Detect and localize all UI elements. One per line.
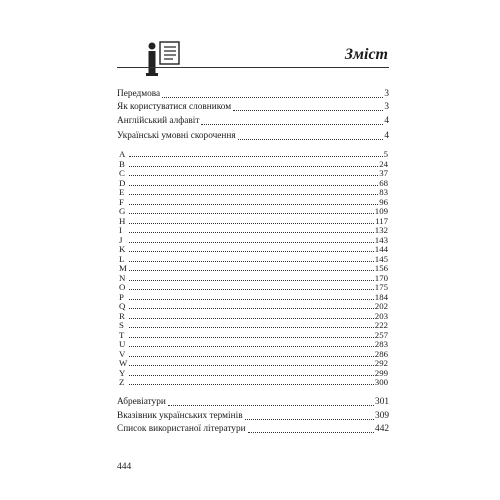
dot-leader <box>129 185 378 186</box>
toc-letter-entry[interactable] <box>119 255 388 264</box>
letter-label: I <box>119 225 122 235</box>
letter-page: 117 <box>375 215 388 226</box>
dot-leader <box>129 384 374 385</box>
letter-page: 143 <box>374 234 388 245</box>
dot-leader <box>129 337 374 338</box>
toc-letter-entry[interactable] <box>119 236 388 245</box>
toc-entry-page: 3 <box>384 102 389 112</box>
toc-letter-entry[interactable] <box>119 283 388 292</box>
letter-label: Y <box>119 367 126 378</box>
toc-letter-entry[interactable] <box>119 198 388 207</box>
letter-label: H <box>119 215 126 226</box>
letter-page: 300 <box>374 377 388 387</box>
letter-page: 145 <box>374 253 388 264</box>
toc-letter-entry[interactable] <box>119 245 388 254</box>
dot-leader <box>129 242 374 243</box>
dot-leader <box>129 194 378 195</box>
letter-label: A <box>119 149 126 159</box>
toc-entry-page: 4 <box>384 116 389 126</box>
toc-letter-entry[interactable] <box>119 293 388 302</box>
toc-entry-label: Українські умовні скорочення <box>117 131 236 141</box>
page-number: 444 <box>117 462 132 472</box>
toc-entry-page: 309 <box>375 411 389 421</box>
toc-letter-entry[interactable] <box>119 226 388 235</box>
toc-entry-label: Абревіатури <box>117 397 166 407</box>
letter-page: 96 <box>379 196 388 207</box>
letter-page: 109 <box>374 206 388 216</box>
letter-label: M <box>119 263 127 273</box>
dot-leader <box>129 232 374 233</box>
toc-letter-entry[interactable] <box>119 359 388 368</box>
toc-entry[interactable] <box>117 101 389 113</box>
toc-entry-label: Передмова <box>117 89 161 99</box>
letter-label: V <box>119 348 126 359</box>
letter-page: 257 <box>374 329 388 340</box>
letter-label: E <box>119 187 125 197</box>
letter-label: B <box>119 158 125 169</box>
letter-label: L <box>119 253 125 264</box>
letter-page: 170 <box>374 272 388 283</box>
letter-label: Z <box>119 377 125 387</box>
dot-leader <box>168 405 374 406</box>
toc-letter-entry[interactable] <box>119 274 388 283</box>
letter-label: D <box>119 177 126 188</box>
letter-label: Q <box>119 301 126 311</box>
letter-label: C <box>119 168 125 178</box>
dot-leader <box>129 213 374 214</box>
dot-leader <box>129 327 374 328</box>
toc-entry[interactable] <box>117 115 389 127</box>
toc-entry-page: 4 <box>384 131 389 141</box>
letter-label: F <box>119 196 124 207</box>
toc-letter-entry[interactable] <box>119 150 388 159</box>
dot-leader <box>129 261 374 262</box>
letter-page: 37 <box>379 168 388 178</box>
dot-leader <box>129 223 374 224</box>
toc-entry[interactable] <box>117 88 389 100</box>
toc-entry[interactable] <box>117 396 389 408</box>
dot-leader <box>129 299 374 300</box>
dot-leader <box>129 280 374 281</box>
letter-page: 156 <box>374 263 388 273</box>
dot-leader <box>201 124 383 125</box>
dot-leader <box>162 97 383 98</box>
letter-label: K <box>119 244 126 254</box>
letter-page: 83 <box>379 187 388 197</box>
letter-page: 202 <box>374 301 388 311</box>
toc-letter-entry[interactable] <box>119 264 388 273</box>
dot-leader <box>245 419 374 420</box>
dot-leader <box>129 289 374 290</box>
letter-label: W <box>119 358 128 368</box>
toc-entry-label: Англійський алфавіт <box>117 116 200 126</box>
dot-leader <box>238 139 384 140</box>
toc-entry[interactable] <box>117 410 389 422</box>
letter-page: 24 <box>379 158 388 169</box>
letter-page: 184 <box>374 291 388 302</box>
toc-entry[interactable] <box>117 130 389 142</box>
toc-letter-entry[interactable] <box>119 312 388 321</box>
letter-page: 132 <box>374 225 388 235</box>
toc-letter-entry[interactable] <box>119 378 388 387</box>
dot-leader <box>129 308 374 309</box>
letter-page: 68 <box>379 177 388 188</box>
letter-page: 222 <box>374 320 388 330</box>
letter-page: 286 <box>374 348 388 359</box>
toc-letter-entry[interactable] <box>119 331 388 340</box>
dot-leader <box>129 204 378 205</box>
letter-label: R <box>119 310 125 321</box>
letter-label: J <box>119 234 123 245</box>
toc-letter-entry[interactable] <box>119 179 388 188</box>
letter-label: P <box>119 291 124 302</box>
dot-leader <box>129 375 374 376</box>
page-title: Зміст <box>344 46 388 63</box>
toc-letter-entry[interactable] <box>119 302 388 311</box>
letter-label: U <box>119 339 126 349</box>
letter-page: 203 <box>374 310 388 321</box>
dot-leader <box>129 318 374 319</box>
dot-leader <box>129 365 374 366</box>
letter-label: N <box>119 272 126 283</box>
dot-leader <box>129 166 378 167</box>
letter-page: 292 <box>374 358 388 368</box>
toc-entry-page: 301 <box>375 397 389 407</box>
dot-leader <box>233 110 383 111</box>
dot-leader <box>129 356 374 357</box>
dot-leader <box>129 251 374 252</box>
header-rule <box>117 67 389 68</box>
toc-entry-page: 442 <box>375 424 389 434</box>
letter-page: 299 <box>374 367 388 378</box>
letter-label: G <box>119 206 126 216</box>
toc-letter-entry[interactable] <box>119 340 388 349</box>
toc-entry-label: Вказівник українських термінів <box>117 411 243 421</box>
toc-letter-entry[interactable] <box>119 217 388 226</box>
letter-page: 5 <box>383 149 388 159</box>
toc-letter-entry[interactable] <box>119 350 388 359</box>
letter-label: S <box>119 320 124 330</box>
dot-leader <box>129 270 374 271</box>
toc-letter-entry[interactable] <box>119 188 388 197</box>
toc-entry[interactable] <box>117 423 389 435</box>
letter-page: 144 <box>374 244 388 254</box>
dot-leader <box>129 175 378 176</box>
toc-entry-page: 3 <box>384 89 389 99</box>
dot-leader <box>129 346 374 347</box>
dot-leader <box>129 156 383 157</box>
toc-letter-entry[interactable] <box>119 321 388 330</box>
letter-label: O <box>119 282 126 292</box>
toc-entry-label: Список використаної літератури <box>117 424 246 434</box>
toc-letter-entry[interactable] <box>119 207 388 216</box>
letter-page: 175 <box>374 282 388 292</box>
document-info-icon <box>145 40 181 78</box>
letter-page: 283 <box>374 339 388 349</box>
toc-entry-label: Як користуватися словником <box>117 102 232 112</box>
letter-label: T <box>119 329 125 340</box>
dot-leader <box>248 432 374 433</box>
toc-letter-entry[interactable] <box>119 160 388 169</box>
toc-letter-entry[interactable] <box>119 169 388 178</box>
toc-letter-entry[interactable] <box>119 369 388 378</box>
